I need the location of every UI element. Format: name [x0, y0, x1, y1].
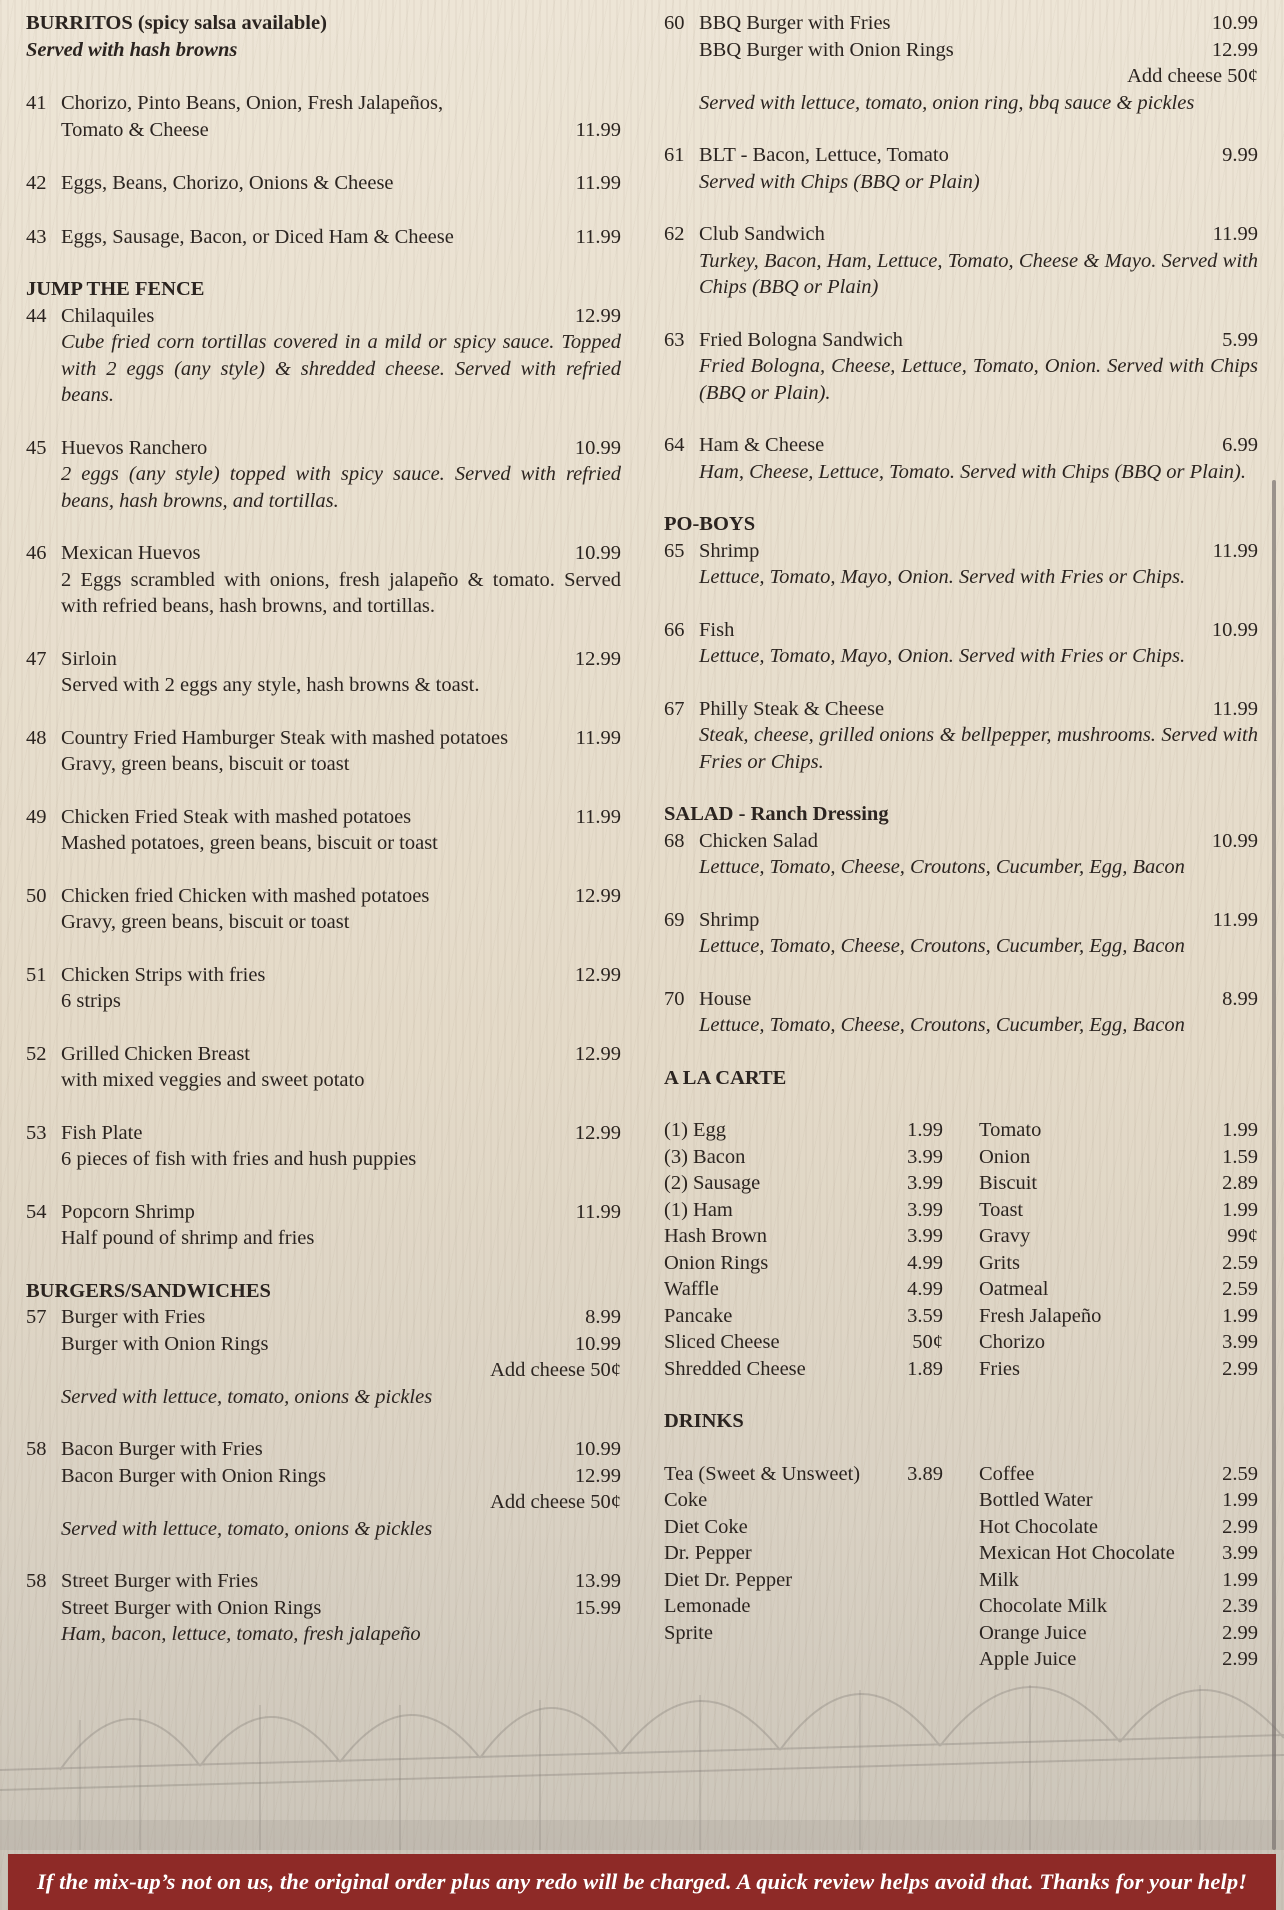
price-row-name: Oatmeal [979, 1278, 1049, 1300]
sandwich-list [664, 142, 1258, 511]
item-price: 11.99 [575, 118, 621, 141]
item-description: with mixed veggies and sweet potato [61, 1069, 365, 1091]
price-row [664, 1329, 943, 1356]
item-name [61, 90, 566, 143]
item-description: Served with 2 eggs any style, hash browns & toast. [61, 674, 480, 696]
menu-item-50 [26, 883, 621, 936]
price-row-name: Shredded Cheese [664, 1357, 806, 1380]
price-row-name: Mexican Hot Chocolate [979, 1542, 1175, 1564]
item-name: Fish [699, 618, 735, 641]
price-row-name: Grits [979, 1251, 1020, 1274]
item-name: Chicken Fried Steak with mashed potatoes [61, 805, 412, 828]
menu-item-43 [26, 224, 621, 251]
item-name: Shrimp [699, 908, 760, 931]
price-row [664, 1303, 943, 1330]
item-price: 11.99 [1212, 223, 1258, 245]
price-row-price: 2.39 [1222, 1595, 1258, 1617]
item-number: 49 [26, 805, 47, 828]
item-description: Lettuce, Tomato, Cheese, Croutons, Cucumber, Egg, Bacon [699, 935, 1185, 957]
item-number: 54 [26, 1200, 47, 1223]
price-row-price: 2.99 [1222, 1621, 1258, 1644]
price-row-price: 3.59 [907, 1304, 943, 1327]
price-row [664, 1620, 943, 1647]
price-row [664, 1170, 943, 1197]
price-row [979, 1356, 1258, 1383]
price-row-name: Fresh Jalapeño [979, 1304, 1102, 1327]
price-row-name: Coke [664, 1489, 708, 1511]
item-spacer [26, 936, 621, 962]
price-row-name: Hash Brown [664, 1225, 768, 1247]
price-row-price: 1.99 [1222, 1568, 1258, 1591]
item-number: 57 [26, 1306, 47, 1328]
item-name: BLT - Bacon, Lettuce, Tomato [699, 144, 949, 166]
item-number: 62 [664, 223, 685, 245]
price-row-name: Bottled Water [979, 1489, 1093, 1511]
price-row-name: Diet Dr. Pepper [664, 1568, 793, 1591]
item-spacer [664, 960, 1258, 986]
item-name: Chicken fried Chicken with mashed potatoes [61, 884, 430, 907]
item-number: 61 [664, 144, 685, 166]
item-number: 44 [26, 304, 47, 327]
item-number: 47 [26, 647, 47, 670]
menu-item-70 [664, 986, 1258, 1039]
price-row-price: 1.99 [907, 1119, 943, 1141]
item-spacer [664, 591, 1258, 617]
item-description: Turkey, Bacon, Ham, Lettuce, Tomato, Cheese & Mayo. Served with Chips (BBQ or Plain) [699, 249, 1258, 298]
item-spacer [26, 514, 621, 540]
item-name: Street Burger with Fries [61, 1570, 259, 1592]
price-row-price: 2.59 [1222, 1251, 1258, 1274]
price-row-name: Sprite [664, 1621, 713, 1644]
item-name: Shrimp [699, 539, 760, 562]
price-row-name: Biscuit [979, 1172, 1038, 1194]
po-boys-section [664, 511, 1258, 801]
price-row-name: Apple Juice [979, 1648, 1077, 1670]
a-la-carte-section [664, 1065, 1258, 1383]
item-price: 6.99 [1222, 434, 1258, 456]
item-price: 11.99 [1212, 697, 1258, 720]
price-row-name: Toast [979, 1198, 1024, 1221]
item-description: 2 Eggs scrambled with onions, fresh jalapeño & tomato. Served with refried beans, hash browns, and tortillas. [61, 568, 621, 617]
price-row-name: Fries [979, 1357, 1020, 1380]
item-name: Popcorn Shrimp [61, 1200, 195, 1223]
item-name: BBQ Burger with Fries [699, 12, 891, 34]
item-description: Gravy, green beans, biscuit or toast [61, 753, 350, 775]
drinks-section [664, 1408, 1258, 1673]
item-number: 41 [26, 92, 47, 114]
item-name: Chicken Strips with fries [61, 963, 266, 986]
item-number: 70 [664, 987, 685, 1010]
item-number: 52 [26, 1042, 47, 1065]
section-title-po-boys: PO-BOYS [664, 513, 756, 535]
footer-banner: If the mix-up’s not on us, the original order plus any redo will be charged. A quick review helps avoid that. Thanks for your help! [8, 1854, 1276, 1910]
item-name-alt: Bacon Burger with Onion Rings [61, 1464, 326, 1487]
burritos-section [26, 10, 621, 250]
price-row-name: Lemonade [664, 1595, 751, 1617]
price-row-price: 3.99 [907, 1145, 943, 1168]
a-la-carte-column-2 [979, 1117, 1258, 1382]
price-row [979, 1514, 1258, 1541]
price-row [979, 1250, 1258, 1277]
price-row-name: Waffle [664, 1278, 719, 1300]
served-with-note: Served with lettuce, tomato, onions & pickles [61, 1517, 433, 1540]
price-row-price: 1.99 [1222, 1304, 1258, 1327]
item-description: Served with Chips (BBQ or Plain) [699, 170, 980, 193]
menu-item-54 [26, 1199, 621, 1252]
left-column [26, 10, 621, 1648]
item-name: Club Sandwich [699, 223, 825, 245]
item-description: 6 pieces of fish with fries and hush puppies [61, 1148, 417, 1170]
menu-item-66 [664, 617, 1258, 670]
price-row-name: (1) Ham [664, 1198, 733, 1221]
price-row [979, 1329, 1258, 1356]
menu-item-51 [26, 962, 621, 1015]
item-name: Philly Steak & Cheese [699, 697, 885, 720]
item-price: 11.99 [575, 225, 621, 248]
item-name: House [699, 987, 752, 1010]
item-price: 12.99 [574, 1121, 621, 1144]
served-with-note: Served with lettuce, tomato, onions & pickles [61, 1385, 433, 1408]
item-name: Grilled Chicken Breast [61, 1042, 251, 1065]
price-row [664, 1356, 943, 1383]
item-spacer [26, 1252, 621, 1278]
price-row [664, 1276, 943, 1303]
item-name: Burger with Fries [61, 1306, 206, 1328]
item-spacer [26, 857, 621, 883]
item-number: 50 [26, 884, 47, 907]
salad-section [664, 801, 1258, 1065]
item-spacer [26, 1094, 621, 1120]
item-spacer [26, 1015, 621, 1041]
jump-the-fence-list [26, 303, 621, 1278]
item-description: Ham, Cheese, Lettuce, Tomato. Served with Chips (BBQ or Plain). [699, 460, 1246, 483]
item-name: Chicken Salad [699, 829, 818, 852]
price-row [979, 1567, 1258, 1594]
item-spacer [26, 699, 621, 725]
price-row-name: Tomato [979, 1119, 1042, 1141]
price-row [979, 1303, 1258, 1330]
price-row-price: 1.99 [1222, 1198, 1258, 1221]
price-row-price: 2.99 [1222, 1357, 1258, 1380]
item-name: Fish Plate [61, 1121, 143, 1144]
section-title-jump-the-fence: JUMP THE FENCE [26, 278, 205, 300]
price-row [979, 1170, 1258, 1197]
price-row-price: 2.59 [1222, 1278, 1258, 1300]
price-row-name: (1) Egg [664, 1119, 727, 1141]
po-boys-list [664, 538, 1258, 802]
item-number: 51 [26, 963, 47, 986]
price-row-name: Onion [979, 1145, 1031, 1168]
price-row [979, 1276, 1258, 1303]
price-row-price: 50¢ [912, 1331, 943, 1353]
item-price-alt: 12.99 [1211, 38, 1258, 61]
item-spacer [664, 406, 1258, 432]
item-spacer [664, 1039, 1258, 1065]
menu-item-58-bacon [26, 1436, 621, 1489]
item-number: 48 [26, 726, 47, 749]
item-number: 53 [26, 1121, 47, 1144]
price-row-price: 2.59 [1222, 1462, 1258, 1485]
item-name: Country Fried Hamburger Steak with mashed potatoes [61, 726, 509, 749]
item-number: 66 [664, 618, 685, 641]
price-row-name: Gravy [979, 1225, 1031, 1247]
item-number: 58 [26, 1438, 47, 1460]
item-price-alt: 15.99 [574, 1596, 621, 1619]
item-price-alt: 12.99 [574, 1464, 621, 1487]
price-row [664, 1461, 943, 1488]
served-with-note: Served with lettuce, tomato, onion ring, bbq sauce & pickles [699, 91, 1195, 114]
item-price: 12.99 [574, 884, 621, 907]
section-title-drinks: DRINKS [664, 1410, 744, 1432]
menu-item-58-street [26, 1568, 621, 1621]
price-row-price: 3.99 [1222, 1542, 1258, 1564]
section-subtitle-burritos: Served with hash browns [26, 38, 238, 61]
item-price: 10.99 [574, 436, 621, 459]
item-price: 8.99 [585, 1306, 621, 1328]
item-description: 6 strips [61, 990, 121, 1012]
menu-item-42 [26, 170, 621, 197]
add-cheese-note: Add cheese 50¢ [490, 1491, 621, 1513]
item-price: 12.99 [574, 647, 621, 670]
price-row-name: Sliced Cheese [664, 1331, 780, 1353]
item-description: 2 eggs (any style) topped with spicy sauce. Served with refried beans, hash browns, and tortillas. [61, 463, 621, 512]
item-name-alt: Street Burger with Onion Rings [61, 1596, 322, 1619]
item-price: 13.99 [574, 1570, 621, 1592]
price-row [979, 1144, 1258, 1171]
item-spacer [664, 881, 1258, 907]
price-row-price: 2.99 [1222, 1648, 1258, 1670]
price-row-price: 1.99 [1222, 1489, 1258, 1511]
price-row [979, 1197, 1258, 1224]
item-name-alt: BBQ Burger with Onion Rings [699, 38, 954, 61]
price-row [664, 1487, 943, 1514]
item-number: 43 [26, 225, 47, 248]
right-column [664, 10, 1258, 1673]
price-row-price: 99¢ [1227, 1225, 1258, 1247]
price-row [664, 1514, 943, 1541]
item-price: 10.99 [1211, 829, 1258, 852]
item-price: 11.99 [1212, 539, 1258, 562]
item-spacer [664, 195, 1258, 221]
price-row-name: Onion Rings [664, 1251, 769, 1274]
item-description: Steak, cheese, grilled onions & bellpepper, mushrooms. Served with Fries or Chips. [699, 724, 1258, 773]
item-description: Gravy, green beans, biscuit or toast [61, 911, 350, 933]
item-price: 10.99 [1211, 12, 1258, 34]
item-name: Sirloin [61, 647, 117, 670]
price-row-name: Orange Juice [979, 1621, 1087, 1644]
menu-item-41 [26, 90, 621, 143]
item-description: Lettuce, Tomato, Cheese, Croutons, Cucumber, Egg, Bacon [699, 1014, 1185, 1036]
item-name: Bacon Burger with Fries [61, 1438, 263, 1460]
item-price: 8.99 [1222, 987, 1258, 1010]
price-row [979, 1646, 1258, 1673]
menu-item-45 [26, 435, 621, 515]
item-number: 67 [664, 697, 685, 720]
item-price: 11.99 [575, 805, 621, 828]
item-price: 10.99 [574, 1438, 621, 1460]
item-name: Eggs, Sausage, Bacon, or Diced Ham & Cheese [61, 225, 454, 248]
salad-list [664, 828, 1258, 1065]
price-row [664, 1250, 943, 1277]
item-number: 63 [664, 328, 685, 351]
price-row [664, 1144, 943, 1171]
item-number: 45 [26, 436, 47, 459]
menu-item-47 [26, 646, 621, 699]
item-price: 12.99 [574, 304, 621, 327]
item-spacer [664, 670, 1258, 696]
item-name: Fried Bologna Sandwich [699, 328, 903, 351]
price-row [664, 1567, 943, 1594]
price-row [979, 1223, 1258, 1250]
menu-item-46 [26, 540, 621, 620]
menu-item-62 [664, 221, 1258, 301]
item-price: 10.99 [1211, 618, 1258, 641]
price-row-price: 4.99 [907, 1278, 943, 1300]
item-description: Fried Bologna, Cheese, Lettuce, Tomato, Onion. Served with Chips (BBQ or Plain). [699, 355, 1258, 404]
menu-item-44 [26, 303, 621, 409]
price-row-name: Hot Chocolate [979, 1515, 1098, 1538]
item-spacer [664, 775, 1258, 801]
item-price: 12.99 [574, 963, 621, 986]
price-row-price: 1.99 [1222, 1119, 1258, 1141]
item-spacer [26, 1173, 621, 1199]
price-row [979, 1593, 1258, 1620]
price-row [664, 1197, 943, 1224]
price-row-price: 4.99 [907, 1251, 943, 1274]
price-row [979, 1117, 1258, 1144]
price-row-price: 3.99 [907, 1172, 943, 1194]
served-with-note: Ham, bacon, lettuce, tomato, fresh jalapeño [61, 1623, 421, 1645]
item-name-alt: Burger with Onion Rings [61, 1332, 269, 1355]
price-row-name: (2) Sausage [664, 1172, 761, 1194]
menu-item-49 [26, 804, 621, 857]
price-row [979, 1461, 1258, 1488]
jump-the-fence-section [26, 276, 621, 1278]
item-description: Half pound of shrimp and fries [61, 1227, 315, 1249]
price-row [664, 1223, 943, 1250]
add-cheese-note: Add cheese 50¢ [490, 1359, 621, 1381]
price-row-name: Chocolate Milk [979, 1595, 1108, 1617]
item-number: 58 [26, 1570, 47, 1592]
item-name: Eggs, Beans, Chorizo, Onions & Cheese [61, 172, 394, 194]
price-row-price: 2.89 [1222, 1172, 1258, 1194]
price-row [664, 1593, 943, 1620]
item-number: 65 [664, 539, 685, 562]
section-title-a-la-carte: A LA CARTE [664, 1066, 787, 1089]
item-price: 11.99 [575, 172, 621, 194]
item-description: Cube fried corn tortillas covered in a mild or spicy sauce. Topped with 2 eggs (any style) & shredded cheese. Served with refried beans. [61, 331, 621, 406]
section-title-burgers: BURGERS/SANDWICHES [26, 1279, 271, 1302]
item-price-alt: 10.99 [574, 1332, 621, 1355]
menu-item-63 [664, 327, 1258, 407]
menu-item-67 [664, 696, 1258, 776]
item-spacer [664, 485, 1258, 511]
menu-item-65 [664, 538, 1258, 591]
section-title-salad: SALAD - Ranch Dressing [664, 803, 889, 825]
menu-item-60 [664, 10, 1258, 63]
price-row [664, 1117, 943, 1144]
price-row-price: 3.99 [907, 1225, 943, 1247]
drinks-column-1 [664, 1461, 943, 1673]
item-price: 5.99 [1222, 328, 1258, 351]
item-number: 64 [664, 434, 685, 456]
price-row-price: 3.99 [1222, 1331, 1258, 1353]
drinks-grid [664, 1461, 1258, 1673]
item-price: 9.99 [1222, 144, 1258, 166]
item-number: 60 [664, 12, 685, 34]
price-row [664, 1540, 943, 1567]
item-number: 68 [664, 829, 685, 852]
price-row-name: Coffee [979, 1462, 1035, 1485]
price-row-price: 3.89 [907, 1462, 943, 1485]
item-name: Huevos Ranchero [61, 436, 208, 459]
item-name: Chilaquiles [61, 304, 155, 327]
item-description: Lettuce, Tomato, Cheese, Croutons, Cucumber, Egg, Bacon [699, 856, 1185, 878]
item-number: 46 [26, 542, 47, 564]
item-description: Lettuce, Tomato, Mayo, Onion. Served with Fries or Chips. [699, 645, 1186, 667]
item-name: Mexican Huevos [61, 542, 201, 564]
menu-item-53 [26, 1120, 621, 1173]
item-spacer [26, 409, 621, 435]
price-row-price: 3.99 [907, 1198, 943, 1221]
price-row [979, 1487, 1258, 1514]
price-row-price: 1.89 [907, 1357, 943, 1380]
price-row-name: Diet Coke [664, 1515, 748, 1538]
price-row-name: Dr. Pepper [664, 1542, 752, 1564]
price-row-name: Milk [979, 1568, 1019, 1591]
item-price: 12.99 [574, 1042, 621, 1065]
item-price: 11.99 [575, 726, 621, 749]
price-row-price: 1.59 [1222, 1145, 1258, 1168]
price-row-name: Tea (Sweet & Unsweet) [664, 1462, 861, 1485]
item-name-line1: Chorizo, Pinto Beans, Onion, Fresh Jalapeños, [61, 92, 444, 114]
menu-item-69 [664, 907, 1258, 960]
item-price: 11.99 [575, 1200, 621, 1223]
menu-item-48 [26, 725, 621, 778]
price-row-name: Pancake [664, 1304, 733, 1327]
item-description: Lettuce, Tomato, Mayo, Onion. Served with Fries or Chips. [699, 566, 1186, 588]
price-row-price: 2.99 [1222, 1515, 1258, 1538]
a-la-carte-column-1 [664, 1117, 943, 1382]
add-cheese-note: Add cheese 50¢ [1127, 65, 1258, 87]
item-name: Ham & Cheese [699, 434, 825, 456]
price-row [979, 1540, 1258, 1567]
item-name-line2: Tomato & Cheese [61, 118, 209, 141]
item-description: Mashed potatoes, green beans, biscuit or toast [61, 832, 438, 854]
scrollbar[interactable] [1272, 480, 1276, 1850]
price-row [979, 1620, 1258, 1647]
item-spacer [664, 301, 1258, 327]
price-row-name: (3) Bacon [664, 1145, 746, 1168]
item-number: 42 [26, 172, 47, 194]
menu-item-52 [26, 1041, 621, 1094]
item-spacer [26, 620, 621, 646]
drinks-column-2 [979, 1461, 1258, 1673]
item-number: 69 [664, 908, 685, 931]
burgers-section [26, 1278, 621, 1648]
price-row-name: Chorizo [979, 1331, 1046, 1353]
menu-item-57 [26, 1304, 621, 1357]
section-title-burritos: BURRITOS (spicy salsa available) [26, 12, 327, 34]
menu-item-61 [664, 142, 1258, 195]
menu-item-64 [664, 432, 1258, 485]
menu-item-68 [664, 828, 1258, 881]
item-price: 10.99 [574, 542, 621, 564]
item-spacer [26, 778, 621, 804]
item-price: 11.99 [1212, 908, 1258, 931]
a-la-carte-grid [664, 1117, 1258, 1382]
